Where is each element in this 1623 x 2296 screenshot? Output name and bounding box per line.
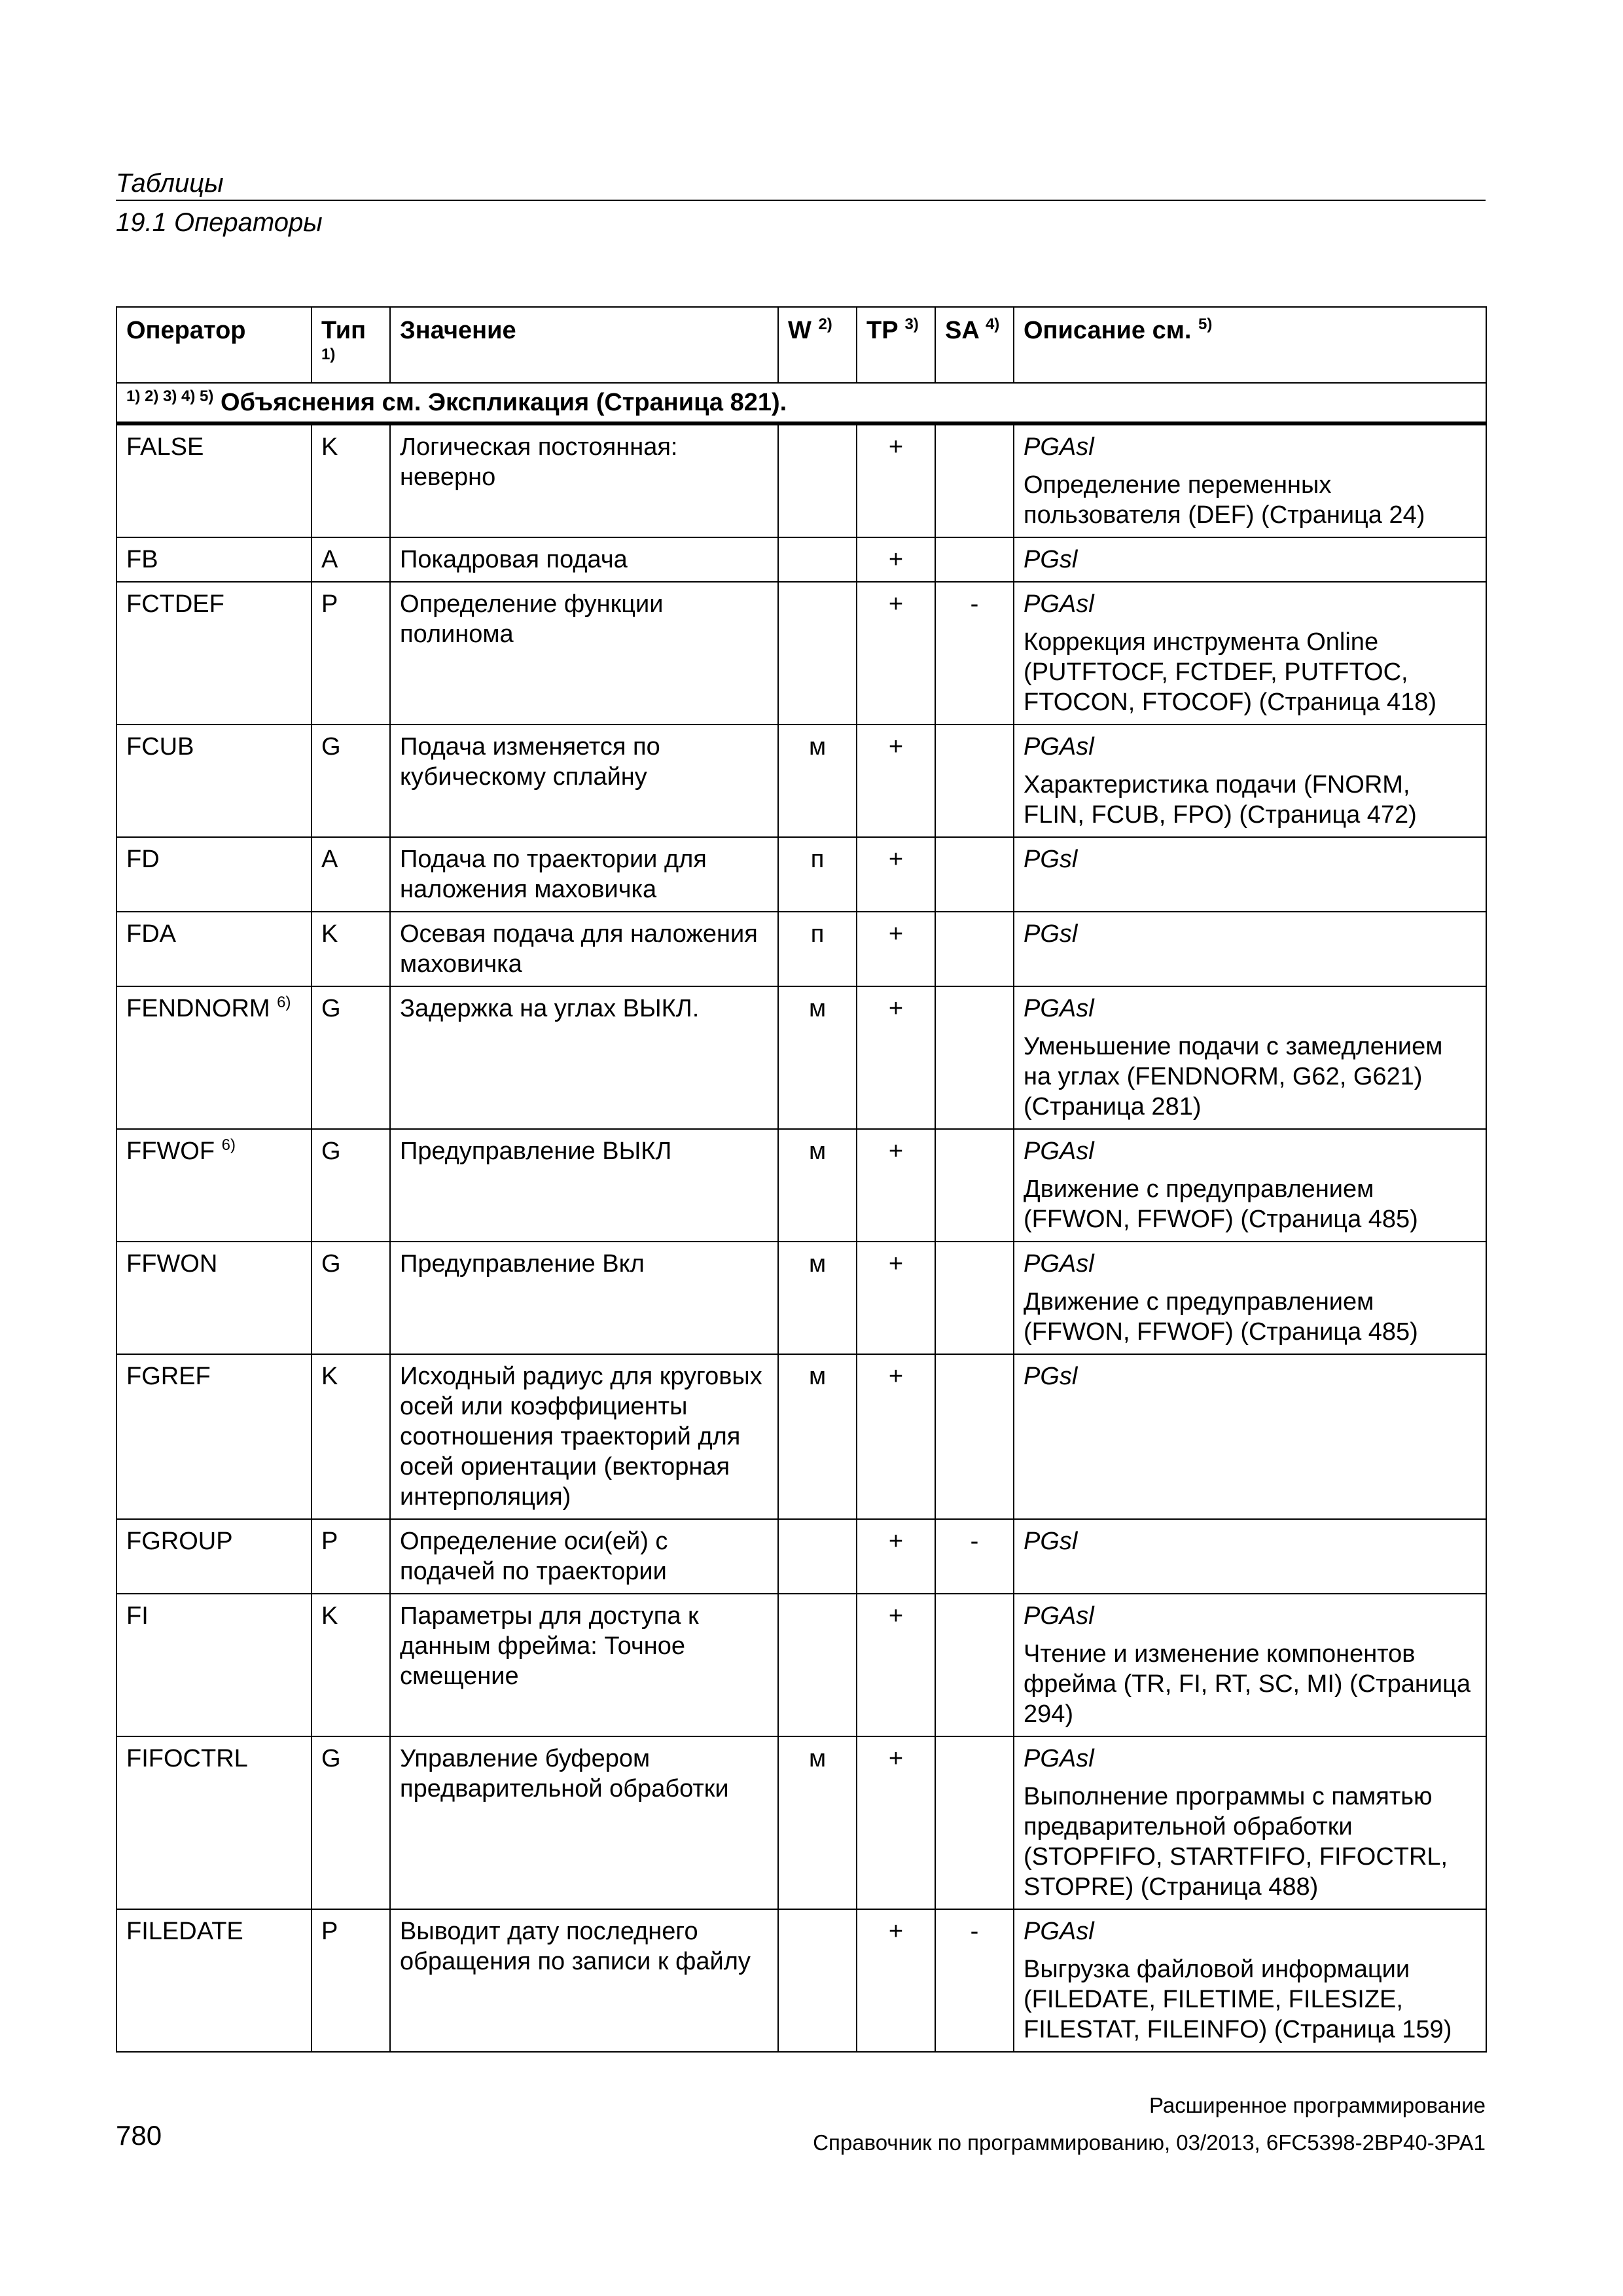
section-title: 19.1 Операторы [116,208,323,237]
meaning-cell: Параметры для доступа к данным фрейма: Точное смещение [390,1594,778,1736]
operator-name: FDA [126,920,176,948]
meaning-cell: Выводит дату последнего обращения по записи к файлу [390,1909,778,2052]
w-cell [778,1519,857,1594]
sa-cell [935,837,1014,912]
table-row [116,1129,1486,1242]
operators-table [116,306,1487,2053]
w-cell: м [778,1242,857,1354]
tp-cell: + [857,1354,935,1519]
footer-reference: Справочник по программированию, 03/2013, 6FC5398-2BP40-3PA1 [813,2130,1486,2155]
operator-name: FFWOF [126,1138,215,1165]
col-w-header: W $^{2)}$ [778,307,857,383]
sa-cell [935,1594,1014,1736]
meaning-cell: Предуправление Вкл [390,1242,778,1354]
sa-cell [935,986,1014,1129]
col-type-header: Тип $^{1)}$ [312,307,390,383]
sa-cell [935,912,1014,986]
w-cell: м [778,1129,857,1242]
tp-cell: + [857,912,935,986]
operator-name: FI [126,1602,149,1630]
type-cell: G [312,1736,390,1909]
col-operator-header: Оператор [116,307,312,383]
operator-name: FALSE [126,433,204,461]
operator-cell [116,837,312,912]
w-cell [778,582,857,725]
col-see-header: Описание см. $^{5)}$ [1014,307,1486,383]
reference-code: PGAsl [1024,733,1094,761]
meaning-cell: Подача по траектории для наложения маховичка [390,837,778,912]
type-cell: A [312,837,390,912]
reference-description: Уменьшение подачи с замедлением на углах (FENDNORM, G62, G621) (Страница 281) [1024,1033,1443,1121]
operator-cell [116,986,312,1129]
operator-name: FENDNORM [126,995,270,1022]
reference-description: Движение с предуправлением (FFWON, FFWOF) (Страница 485) [1024,1175,1418,1233]
table-row [116,1594,1486,1736]
meaning-cell: Определение оси(ей) с подачей по траектории [390,1519,778,1594]
operator-cell [116,725,312,837]
type-cell: K [312,423,390,537]
see-cell [1014,837,1486,912]
w-cell [778,1594,857,1736]
meaning-cell: Осевая подача для наложения маховичка [390,912,778,986]
tp-cell: + [857,837,935,912]
operator-cell [116,1129,312,1242]
reference-code: PGAsl [1024,1602,1094,1630]
operator-cell [116,1242,312,1354]
type-cell: K [312,912,390,986]
tp-cell: + [857,423,935,537]
meaning-cell: Определение функции полинома [390,582,778,725]
chapter-title: Таблицы [116,169,224,198]
see-cell [1014,537,1486,582]
see-cell [1014,1909,1486,2052]
footer-book-title: Расширенное программирование [1149,2093,1486,2117]
meaning-cell: Подача изменяется по кубическому сплайну [390,725,778,837]
type-cell: A [312,537,390,582]
tp-cell: + [857,1129,935,1242]
see-cell [1014,725,1486,837]
reference-code: PGsl [1024,1528,1078,1555]
see-cell [1014,1242,1486,1354]
meaning-cell: Предуправление ВЫКЛ [390,1129,778,1242]
see-cell [1014,423,1486,537]
tp-cell: + [857,582,935,725]
table-row [116,1242,1486,1354]
tp-cell: + [857,725,935,837]
tp-cell: + [857,986,935,1129]
see-cell [1014,1129,1486,1242]
tp-cell: + [857,1909,935,2052]
table-body [116,423,1486,2052]
reference-code: PGAsl [1024,995,1094,1022]
table-row [116,1736,1486,1909]
w-cell [778,423,857,537]
reference-code: PGAsl [1024,433,1094,461]
reference-code: PGsl [1024,920,1078,948]
sa-cell [935,1129,1014,1242]
table-row [116,423,1486,537]
tp-cell: + [857,1242,935,1354]
tp-cell: + [857,1736,935,1909]
see-cell [1014,582,1486,725]
tp-cell: + [857,1519,935,1594]
reference-description: Определение переменных пользователя (DEF) (Страница 24) [1024,471,1425,529]
type-cell: P [312,1909,390,2052]
sa-cell: - [935,1909,1014,2052]
w-cell: м [778,1736,857,1909]
operator-cell [116,537,312,582]
operator-footnote: 6) [221,1136,236,1154]
reference-code: PGAsl [1024,590,1094,618]
sa-cell [935,423,1014,537]
operator-name: FILEDATE [126,1918,243,1945]
page-number: 780 [116,2120,162,2151]
meaning-cell: Управление буфером предварительной обработки [390,1736,778,1909]
w-cell: м [778,1354,857,1519]
operator-cell [116,1736,312,1909]
meaning-cell: Исходный радиус для круговых осей или коэффициенты соотношения траекторий для осей ориентации (векторная интерполяция) [390,1354,778,1519]
tp-cell: + [857,1594,935,1736]
see-cell [1014,1354,1486,1519]
operator-name: FB [126,546,158,573]
see-cell [1014,1519,1486,1594]
reference-code: PGsl [1024,546,1078,573]
table-row [116,1909,1486,2052]
w-cell: м [778,725,857,837]
reference-description: Движение с предуправлением (FFWON, FFWOF) (Страница 485) [1024,1288,1418,1346]
col-meaning-header: Значение [390,307,778,383]
operator-footnote: 6) [277,994,291,1011]
sa-cell [935,1354,1014,1519]
operator-cell [116,1354,312,1519]
operator-name: FFWON [126,1250,218,1278]
sa-cell [935,537,1014,582]
reference-code: PGAsl [1024,1138,1094,1165]
reference-code: PGsl [1024,846,1078,873]
reference-code: PGAsl [1024,1250,1094,1278]
reference-code: PGAsl [1024,1918,1094,1945]
type-cell: G [312,986,390,1129]
reference-description: Коррекция инструмента Online (PUTFTOCF, FCTDEF, PUTFTOC, FTOCON, FTOCOF) (Страница 418) [1024,628,1437,716]
type-cell: K [312,1354,390,1519]
sa-cell [935,1242,1014,1354]
operator-name: FCTDEF [126,590,224,618]
type-cell: G [312,725,390,837]
w-cell [778,1909,857,2052]
tp-cell: + [857,537,935,582]
sa-cell [935,725,1014,837]
col-tp-header: TP $^{3)}$ [857,307,935,383]
table-row [116,582,1486,725]
table-note: $^{1) 2) 3) 4) 5)}$ Объяснения см. Экспликация (Страница 821). [116,383,1486,423]
table-row [116,837,1486,912]
meaning-cell: Покадровая подача [390,537,778,582]
operator-name: FD [126,846,160,873]
reference-description: Выполнение программы с памятью предварительной обработки (STOPFIFO, STARTFIFO, FIFOCTRL, STOPRE) (Страница 488) [1024,1783,1448,1901]
w-cell: м [778,986,857,1129]
operator-name: FIFOCTRL [126,1745,248,1772]
table-row [116,1354,1486,1519]
reference-description: Чтение и изменение компонентов фрейма (TR, FI, RT, SC, MI) (Страница 294) [1024,1640,1471,1728]
header-rule [116,200,1486,201]
type-cell: G [312,1129,390,1242]
reference-description: Характеристика подачи (FNORM, FLIN, FCUB, FPO) (Страница 472) [1024,771,1417,829]
type-cell: P [312,582,390,725]
operator-cell [116,582,312,725]
table-row [116,537,1486,582]
table-header [116,307,1486,423]
w-cell [778,537,857,582]
operator-name: FGREF [126,1363,211,1390]
w-cell: п [778,837,857,912]
w-cell: п [778,912,857,986]
table-row [116,725,1486,837]
meaning-cell: Логическая постоянная: неверно [390,423,778,537]
see-cell [1014,912,1486,986]
type-cell: G [312,1242,390,1354]
reference-code: PGAsl [1024,1745,1094,1772]
operator-name: FCUB [126,733,194,761]
see-cell [1014,986,1486,1129]
col-sa-header: SA $^{4)}$ [935,307,1014,383]
meaning-cell: Задержка на углах ВЫКЛ. [390,986,778,1129]
operator-cell [116,423,312,537]
see-cell [1014,1594,1486,1736]
operator-cell [116,1594,312,1736]
type-cell: K [312,1594,390,1736]
reference-code: PGsl [1024,1363,1078,1390]
operator-name: FGROUP [126,1528,233,1555]
sa-cell: - [935,582,1014,725]
reference-description: Выгрузка файловой информации (FILEDATE, FILETIME, FILESIZE, FILESTAT, FILEINFO) (Страница 159) [1024,1956,1452,2043]
operator-cell [116,1909,312,2052]
sa-cell: - [935,1519,1014,1594]
type-cell: P [312,1519,390,1594]
operator-cell [116,912,312,986]
table-row [116,986,1486,1129]
operator-cell [116,1519,312,1594]
sa-cell [935,1736,1014,1909]
see-cell [1014,1736,1486,1909]
table-row [116,1519,1486,1594]
table-row [116,912,1486,986]
